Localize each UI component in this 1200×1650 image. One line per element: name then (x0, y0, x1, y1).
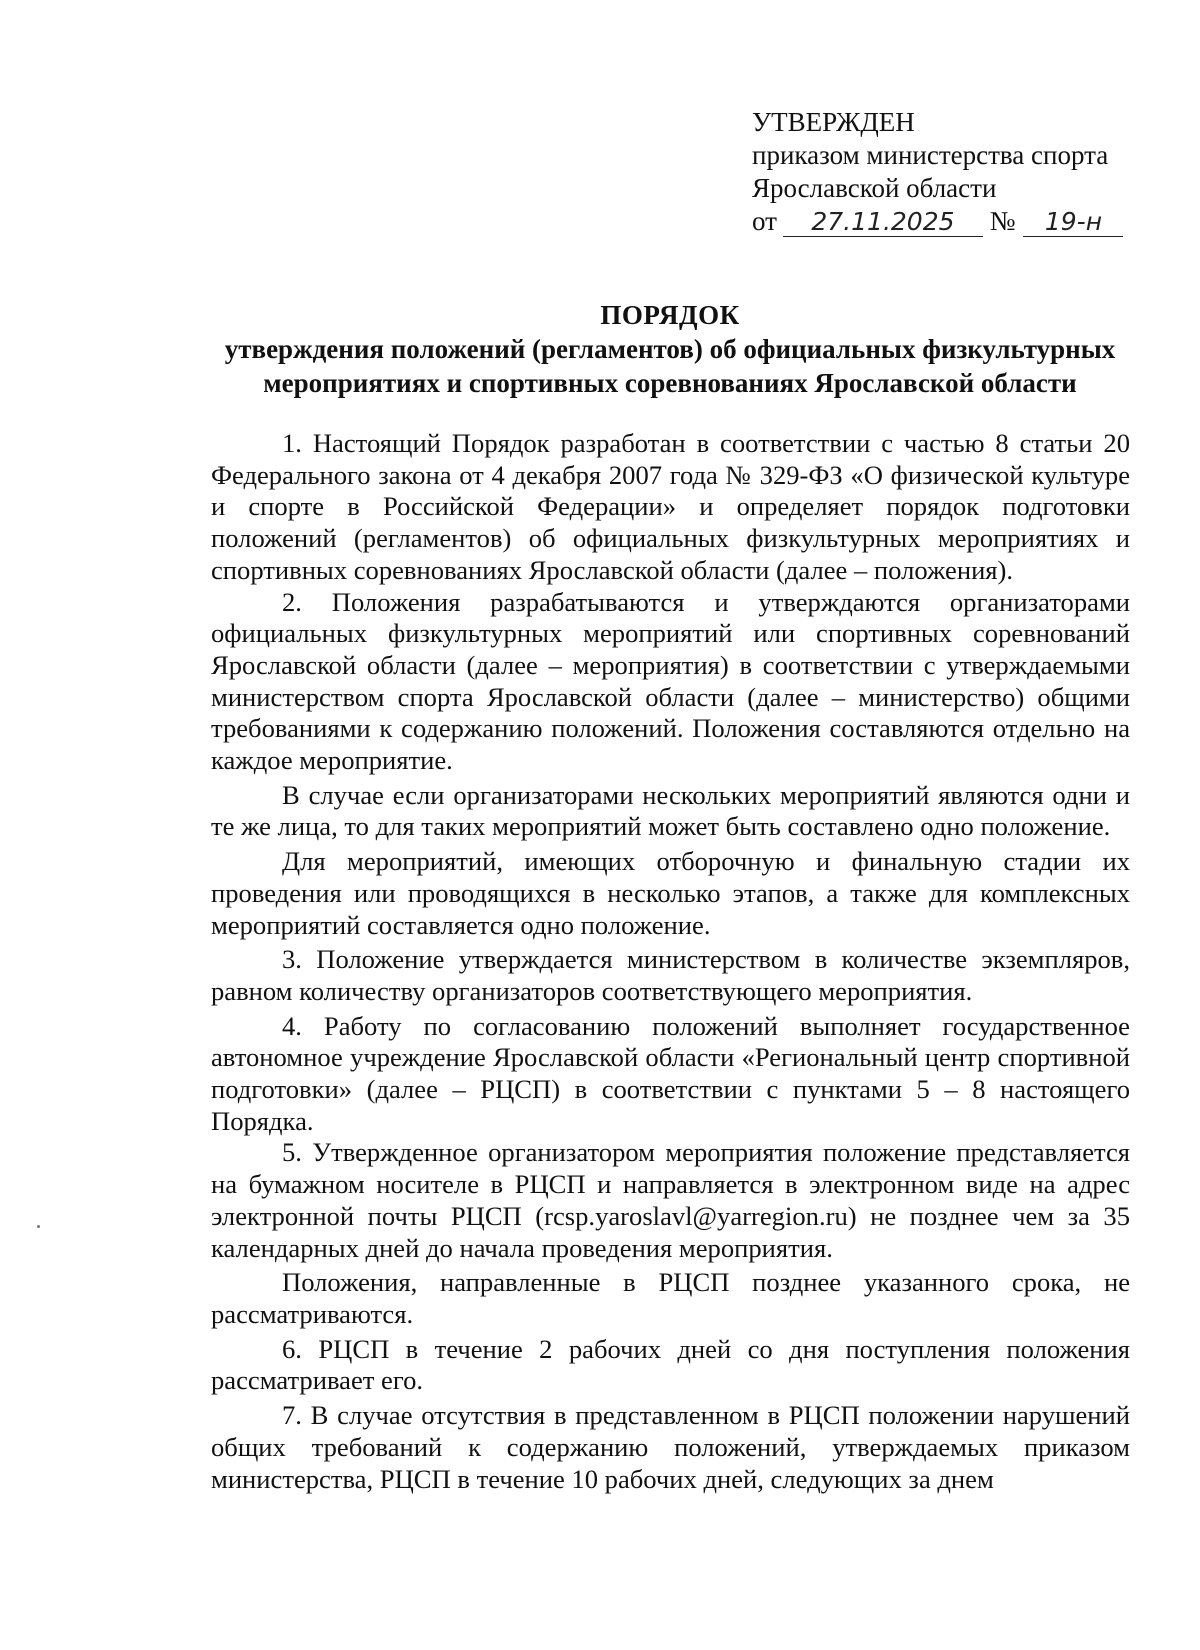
approval-stamp-block (752, 106, 1123, 238)
title-subtitle-line-2: мероприятиях и спортивных соревнованиях Ярославской области (263, 368, 1077, 398)
approval-heading: УТВЕРЖДЕН (752, 107, 915, 137)
paragraph: В случае если организаторами нескольких мероприятий являются одни и те же лица, то для таких мероприятий может быть составлено одно положение. (211, 779, 1130, 842)
handwritten-number: 19-н (1023, 208, 1123, 237)
paragraph: 4. Работу по согласованию положений выполняет государственное автономное учреждение Ярославской области «Региональный центр спортивной подготовки» (далее – РЦСП) в соответствии с пунктами 5 – 8 настоящего Порядка. (211, 1010, 1130, 1136)
approval-date-line (752, 205, 1123, 238)
paragraph: 2. Положения разрабатываются и утверждаются организаторами официальных физкультурных мероприятий или спортивных соревнований Ярославской области (далее – мероприятия) в соответствии с утверждаемыми министерством спорта Ярославской области (далее – министерство) общими требованиями к содержанию положений. Положения составляются отдельно на каждое мероприятие. (211, 586, 1130, 776)
document-title (200, 298, 1140, 400)
paragraph: 1. Настоящий Порядок разработан в соответствии с частью 8 статьи 20 Федерального закона от 4 декабря 2007 года № 329-ФЗ «О физической культуре и спорте в Российской Федерации» и определяет порядок подготовки положений (регламентов) об официальных физкультурных мероприятиях и спортивных соревнованиях Ярославской области (далее – положения). (211, 428, 1130, 585)
approval-region-line: Ярославской области (752, 173, 997, 203)
paragraph: 3. Положение утверждается министерством в количестве экземпляров, равном количеству организаторов соответствующего мероприятия. (211, 944, 1130, 1006)
paragraph: 6. РЦСП в течение 2 рабочих дней со дня поступления положения рассматривает его. (211, 1333, 1130, 1396)
paragraph: Для мероприятий, имеющих отборочную и финальную стадии их проведения или проводящихся в несколько этапов, а также для комплексных мероприятий составляется одно положение. (211, 846, 1130, 940)
paragraph: 5. Утвержденное организатором мероприятия положение представляется на бумажном носителе в РЦСП и направляется в электронном виде на адрес электронной почты РЦСП (rcsp.yaroslavl@yarregion.ru) не позднее чем за 35 календарных дней до начала проведения мероприятия. (211, 1137, 1130, 1263)
paragraph: 7. В случае отсутствия в представленном в РЦСП положении нарушений общих требований к содержанию положений, утверждаемых приказом министерства, РЦСП в течение 10 рабочих дней, следующих за днем (211, 1400, 1130, 1494)
title-main: ПОРЯДОК (600, 300, 740, 330)
scan-speck (37, 1225, 40, 1228)
date-prefix: от (752, 206, 777, 236)
document-body (211, 428, 1130, 1495)
handwritten-date: 27.11.2025 (783, 208, 983, 237)
title-subtitle-line-1: утверждения положений (регламентов) об официальных физкультурных (224, 334, 1116, 364)
paragraph: Положения, направленные в РЦСП позднее указанного срока, не рассматриваются. (211, 1267, 1130, 1329)
number-prefix: № (989, 206, 1016, 236)
approval-order-line: приказом министерства спорта (752, 140, 1109, 170)
